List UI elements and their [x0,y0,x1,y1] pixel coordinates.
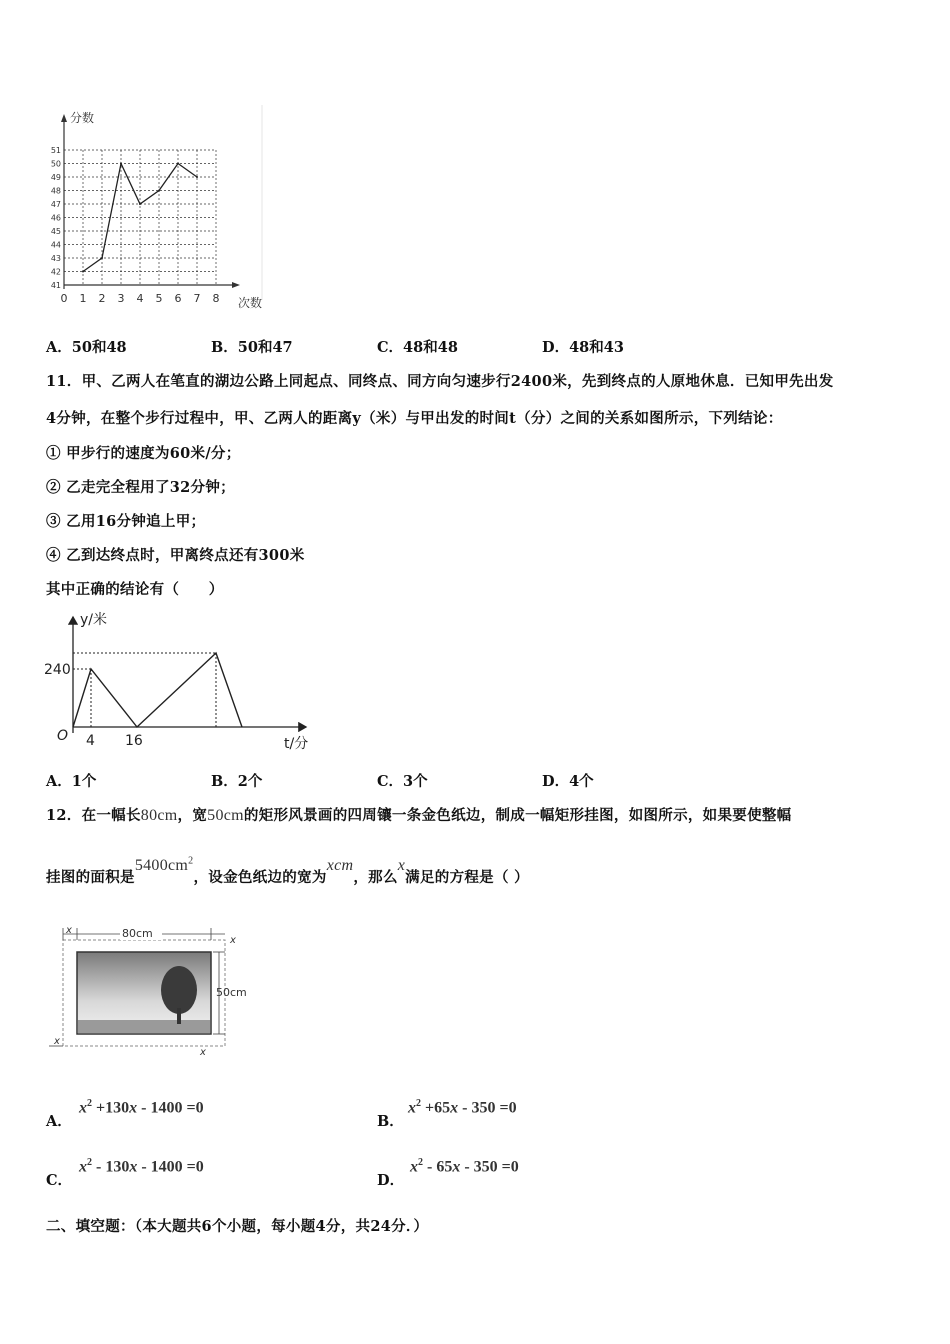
q12-area-exponent: 2 [188,855,194,867]
option-text: 48和48 [403,339,458,356]
option-text: 1个 [71,773,97,790]
q12-width: 50cm [207,807,244,824]
q12-option-a[interactable] [46,1098,204,1130]
data-point [82,271,84,273]
y-tick-label: 46 [50,213,61,223]
y-tick-label: 51 [50,146,61,155]
data-point [196,176,198,178]
option-label: C． [377,339,404,356]
x-tick-label: 8 [212,292,220,305]
q11-option-d[interactable] [542,770,594,791]
y-tick-label: 49 [50,173,61,182]
q12-length: 80cm [140,807,178,824]
option-label: D． [542,773,570,790]
option-text: 4个 [569,773,594,790]
q12-text: 12．在一幅长 [46,807,141,824]
option-label: D． [377,1172,405,1189]
q10-option-d[interactable] [542,336,624,357]
y-tick-label: 47 [50,200,61,209]
q12-text: 满足的方程是（ ） [405,869,529,886]
option-text: 3个 [403,773,428,790]
x-tick-label: 6 [174,292,182,305]
data-point [101,257,103,259]
option-label: B． [211,773,238,790]
q11-option-c[interactable] [377,770,428,791]
option-label: C． [377,773,404,790]
y-tick-label: 44 [50,240,61,250]
top-length-label: 80cm [122,927,153,940]
q11-stem-line1: 11．甲、乙两人在笔直的湖边公路上同起点、同终点、同方向匀速步行2400米，先到终点的人原地休息．已知甲先出发 [46,373,834,390]
tree-trunk [177,1008,181,1024]
option-text: 2个 [237,773,263,790]
q12-stem-line1 [46,804,792,825]
q10-option-a[interactable] [46,336,127,357]
q12-var-x: x [397,857,406,874]
x-label-top-right: x [230,935,236,946]
y-tick-label: 48 [50,186,61,196]
y-axis-arrow [61,114,67,122]
q10-line-chart [40,100,280,315]
q12-text: 挂图的面积是 [46,869,135,886]
ground [78,1020,210,1033]
tree-crown [161,966,197,1014]
q12-framed-picture-figure [45,920,260,1060]
y-tick-label: 42 [50,267,61,277]
q12-area-value: 5400cm [134,857,189,874]
x-tick-label: 2 [98,292,106,305]
x-tick-label: 1 [79,292,87,305]
x-tick-label: 5 [155,292,163,305]
q12-option-b[interactable] [377,1098,517,1130]
option-label: A． [46,339,72,356]
y-axis-label: 分数 [70,111,95,125]
q12-equation-c: $x^2 - 130x - 1400 =0$ [79,1157,204,1176]
q11-statement-2: ② 乙走完全程用了32分钟； [46,479,235,496]
data-point [158,190,160,192]
option-label: A． [46,773,72,790]
y-tick-label: 50 [50,159,61,169]
q12-stem-line2 [46,855,529,886]
q12-option-c[interactable] [46,1157,204,1189]
q11-option-a[interactable] [46,770,96,791]
q12-text: 的矩形风景画的四周镶一条金色纸边，制成一幅矩形挂图，如图所示，如果要使整幅 [243,807,792,824]
q12-equation-d: $x^2 - 65x - 350 =0$ [410,1157,519,1176]
x-tick-label: 3 [117,292,125,305]
option-label: B． [377,1113,404,1130]
origin-label: O [57,728,69,744]
side-width-label: 50cm [216,986,247,999]
q12-text: ，那么 [353,869,398,886]
q12-var-xcm: xcm [326,857,354,874]
q12-equation-a: $x^2 +130x - 1400 =0$ [79,1098,204,1117]
x-label-bottom-right: x [200,1047,206,1058]
q11-statement-4: ④ 乙到达终点时，甲离终点还有300米 [46,547,305,564]
option-label: B． [211,339,238,356]
x-tick-4: 4 [86,733,95,749]
x-axis-arrow [232,282,240,288]
q11-statement-1: ① 甲步行的速度为60米/分； [46,445,241,462]
option-label: A． [46,1113,72,1130]
x-tick-label: 7 [193,292,201,305]
q12-option-d[interactable] [377,1157,519,1189]
y-tick-label: 43 [50,254,61,263]
option-text: 50和47 [237,339,293,356]
y-tick-label: 45 [50,227,61,236]
x-tick-label: 0 [60,292,68,305]
q11-statement-3: ③ 乙用16分钟追上甲； [46,513,206,530]
option-text: 50和48 [71,339,127,356]
option-label: C． [46,1172,73,1189]
q12-text: ，宽 [177,807,208,824]
q12-area [135,857,194,874]
data-point [120,163,122,165]
x-label-bottom-left: x [54,1036,60,1047]
q11-option-b[interactable] [211,770,262,791]
distance-line [73,653,242,727]
y-axis-label: y/米 [80,612,108,628]
q12-text: ，设金色纸边的宽为 [193,869,327,886]
x-tick-label: 4 [136,292,144,305]
data-point [139,203,141,205]
x-axis-label: 次数 [238,296,263,310]
x-axis-label: t/分 [284,736,309,752]
option-text: 48和43 [569,339,624,356]
q11-stem-line2: 4分钟，在整个步行过程中，甲、乙两人的距离y（米）与甲出发的时间t（分）之间的关系如图所示，下列结论： [46,410,783,427]
y-tick-label: 41 [50,281,61,290]
y-tick-240: 240 [44,662,71,678]
q12-equation-b: $x^2 +65x - 350 =0$ [408,1098,517,1117]
section-2-heading: 二、填空题：（本大题共6个小题，每小题4分，共24分．） [46,1218,429,1235]
x-tick-16: 16 [125,733,143,749]
data-point [177,163,179,165]
x-label-top-left: x [66,925,72,936]
q10-option-c[interactable] [377,336,458,357]
q11-distance-graph [40,605,320,755]
q10-option-b[interactable] [211,336,293,357]
q11-question: 其中正确的结论有（ ） [46,581,224,598]
option-label: D． [542,339,570,356]
